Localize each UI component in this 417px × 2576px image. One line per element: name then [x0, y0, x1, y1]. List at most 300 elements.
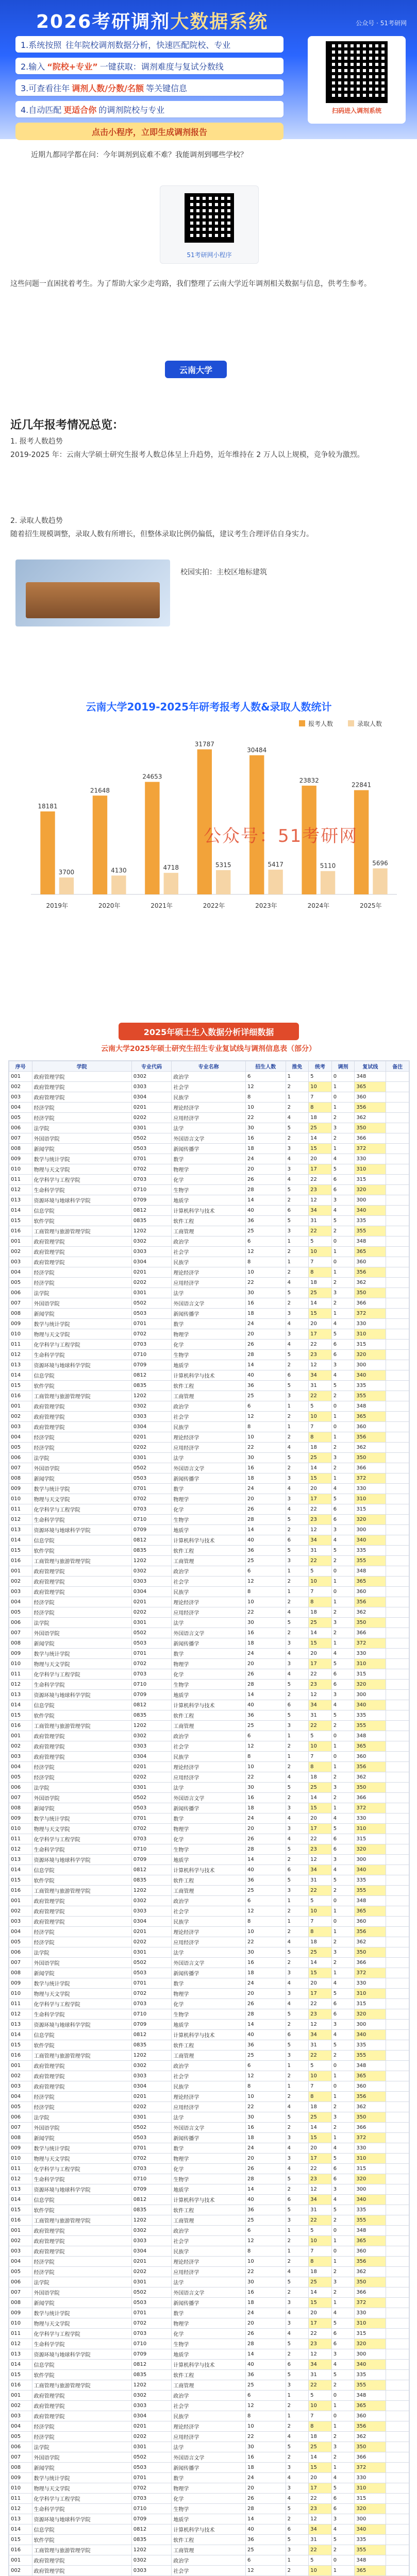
- table-cell: 数学: [172, 1319, 246, 1329]
- table-cell: 0703: [131, 1175, 172, 1185]
- table-cell: 330: [355, 1154, 386, 1164]
- table-cell: [386, 2164, 409, 2174]
- table-cell: 5: [331, 1659, 355, 1669]
- table-cell: 2: [331, 2452, 355, 2463]
- table-cell: 化学科学与工程学院: [32, 2494, 131, 2504]
- table-cell: 009: [9, 1319, 32, 1329]
- table-cell: 2: [331, 1628, 355, 1638]
- table-cell: 5: [286, 2535, 309, 2545]
- table-cell: 6: [286, 1206, 309, 1216]
- step-text: 3.可查看往年: [21, 83, 70, 93]
- table-cell: 1202: [131, 2215, 172, 2226]
- table-cell: [386, 1947, 409, 1958]
- table-header-cell: 备注: [386, 1061, 409, 1072]
- banner-cta-button[interactable]: 点击小程序，立即生成调剂报告: [15, 123, 283, 140]
- table-cell: 0304: [131, 2246, 172, 2257]
- table-cell: [386, 1412, 409, 1422]
- table-cell: 372: [355, 1144, 386, 1154]
- table-cell: 工商管理与旅游管理学院: [32, 2050, 131, 2061]
- table-cell: 16: [245, 1463, 286, 1473]
- table-cell: [386, 1216, 409, 1226]
- table-cell: 计算机科学与技术: [172, 1700, 246, 1710]
- table-cell: 0710: [131, 2009, 172, 2020]
- table-cell: 5: [286, 1618, 309, 1628]
- table-cell: 40: [245, 2360, 286, 2370]
- table-cell: 0710: [131, 1185, 172, 1195]
- table-cell: 4: [286, 1649, 309, 1659]
- table-row: [9, 1422, 409, 1432]
- table-cell: 0302: [131, 1896, 172, 1906]
- table-cell: 5: [286, 1350, 309, 1360]
- table-cell: 0709: [131, 2514, 172, 2524]
- table-row: [9, 1824, 409, 1834]
- table-cell: 生命科学学院: [32, 1515, 131, 1525]
- table-cell: 20: [245, 1329, 286, 1340]
- table-cell: 315: [355, 1504, 386, 1515]
- table-cell: 0835: [131, 1546, 172, 1556]
- table-cell: 23: [309, 1350, 332, 1360]
- table-cell: 经济学院: [32, 1762, 131, 1772]
- table-cell: 012: [9, 1350, 32, 1360]
- table-cell: 1202: [131, 1391, 172, 1401]
- table: [9, 1061, 409, 2576]
- table-cell: 新闻学院: [32, 1803, 131, 1814]
- table-cell: 计算机科学与技术: [172, 2195, 246, 2205]
- table-cell: 31: [309, 1710, 332, 1721]
- table-cell: 0: [331, 1752, 355, 1762]
- table-cell: 软件工程: [172, 1216, 246, 1226]
- table-cell: 5: [309, 2226, 332, 2236]
- table-cell: 经济学院: [32, 1927, 131, 1937]
- table-cell: 6: [331, 1844, 355, 1855]
- table-cell: 22: [309, 2545, 332, 2555]
- table-cell: 8: [309, 1432, 332, 1443]
- table-cell: 8: [245, 1752, 286, 1762]
- table-cell: 2: [286, 1577, 309, 1587]
- table-row: [9, 1607, 409, 1618]
- table-cell: 数学: [172, 1154, 246, 1164]
- table-cell: 006: [9, 1783, 32, 1793]
- table-cell: 10: [245, 1432, 286, 1443]
- bar-applicants: [93, 795, 107, 894]
- table-row: [9, 1247, 409, 1257]
- table-header-cell: 推免: [286, 1061, 309, 1072]
- table-cell: 012: [9, 1844, 32, 1855]
- table-cell: 366: [355, 1628, 386, 1638]
- table-row: [9, 1546, 409, 1556]
- table-cell: [386, 1628, 409, 1638]
- table-cell: 008: [9, 1638, 32, 1649]
- table-body: [9, 1072, 409, 2576]
- table-cell: [386, 1937, 409, 1947]
- table-cell: 6: [331, 1999, 355, 2009]
- table-cell: 002: [9, 2401, 32, 2411]
- table-cell: 24: [245, 1484, 286, 1494]
- table-row: [9, 2463, 409, 2473]
- table-row: [9, 1206, 409, 1216]
- table-cell: 356: [355, 2421, 386, 2432]
- table-cell: 3: [286, 1824, 309, 1834]
- table-cell: 0202: [131, 1607, 172, 1618]
- table-cell: 14: [309, 2287, 332, 2298]
- table-cell: 0202: [131, 1113, 172, 1123]
- table-cell: 355: [355, 1721, 386, 1731]
- table-cell: 经济学院: [32, 1267, 131, 1278]
- table-cell: [386, 2339, 409, 2349]
- photo-caption: 校园实拍：主校区地标建筑: [180, 568, 267, 577]
- table-cell: 信息学院: [32, 2195, 131, 2205]
- table-cell: 1: [331, 2236, 355, 2246]
- mini-program-qr-icon[interactable]: [185, 193, 234, 243]
- table-cell: [386, 2195, 409, 2205]
- table-cell: 330: [355, 1484, 386, 1494]
- table-cell: 016: [9, 1391, 32, 1401]
- table-cell: 3: [286, 1391, 309, 1401]
- table-cell: 理论经济学: [172, 2092, 246, 2102]
- table-cell: [386, 1700, 409, 1710]
- table-cell: 366: [355, 2123, 386, 2133]
- table-cell: 0301: [131, 1453, 172, 1463]
- table-cell: 2: [286, 1133, 309, 1144]
- table-cell: 6: [245, 1236, 286, 1247]
- table-row: [9, 2555, 409, 2566]
- table-cell: 民族学: [172, 1917, 246, 1927]
- table-cell: 012: [9, 2504, 32, 2514]
- table-cell: 15: [309, 1803, 332, 1814]
- table-cell: 2: [331, 1721, 355, 1731]
- table-cell: 0502: [131, 2123, 172, 2133]
- table-cell: 5: [286, 1381, 309, 1391]
- table-cell: 372: [355, 1968, 386, 1978]
- table-row: [9, 1401, 409, 1412]
- table-cell: 经济学院: [32, 1597, 131, 1607]
- table-cell: 0302: [131, 2555, 172, 2566]
- table-cell: 009: [9, 1154, 32, 1164]
- table-cell: 001: [9, 2061, 32, 2071]
- table-cell: 0709: [131, 1360, 172, 1370]
- table-cell: 1: [286, 1257, 309, 1267]
- table-cell: [386, 2236, 409, 2246]
- table-cell: 004: [9, 1267, 32, 1278]
- table-cell: 新闻学院: [32, 2298, 131, 2308]
- table-cell: 数学与统计学院: [32, 1978, 131, 1989]
- table-cell: 8: [245, 2411, 286, 2421]
- table-cell: 22: [309, 2380, 332, 2391]
- mini-program-card[interactable]: [160, 185, 259, 264]
- table-cell: [386, 2360, 409, 2370]
- table-cell: 008: [9, 1309, 32, 1319]
- table-cell: 物理学: [172, 1494, 246, 1504]
- table-cell: 法学: [172, 1288, 246, 1298]
- table-cell: 10: [245, 2421, 286, 2432]
- table-cell: 0201: [131, 1267, 172, 1278]
- table-cell: 生命科学学院: [32, 2504, 131, 2514]
- table-cell: 362: [355, 1278, 386, 1288]
- table-cell: 数学: [172, 1649, 246, 1659]
- table-cell: 软件工程: [172, 2040, 246, 2050]
- banner-qr-card[interactable]: [308, 36, 406, 124]
- table-row: [9, 1329, 409, 1340]
- table-cell: 7: [309, 1257, 332, 1267]
- table-cell: 330: [355, 2143, 386, 2154]
- table-cell: 006: [9, 2277, 32, 2287]
- table-cell: 社会学: [172, 2566, 246, 2576]
- table-cell: 8: [309, 1267, 332, 1278]
- table-cell: 政府管理学院: [32, 1752, 131, 1762]
- table-cell: 40: [245, 2030, 286, 2040]
- chart-title: 云南大学2019-2025年研考报考人数&录取人数统计: [86, 701, 332, 713]
- table-cell: 004: [9, 2092, 32, 2102]
- table-cell: 350: [355, 1123, 386, 1133]
- label-applicants: 30484: [247, 746, 267, 754]
- table-cell: 6: [331, 2339, 355, 2349]
- table-cell: 经济学院: [32, 1432, 131, 1443]
- table-cell: [386, 2524, 409, 2535]
- table-cell: 2: [286, 1855, 309, 1865]
- table-cell: [386, 2308, 409, 2318]
- table-cell: 0702: [131, 2483, 172, 2494]
- table-cell: 0701: [131, 2473, 172, 2483]
- table-cell: 355: [355, 2380, 386, 2391]
- table-cell: 315: [355, 1834, 386, 1844]
- table-cell: 15: [309, 1309, 332, 1319]
- table-cell: 2: [331, 1226, 355, 1236]
- table-cell: 5: [286, 2040, 309, 2050]
- table-cell: 经济学院: [32, 2257, 131, 2267]
- table-cell: 14: [245, 2184, 286, 2195]
- table-cell: 外国语言文学: [172, 2123, 246, 2133]
- table-cell: [386, 2483, 409, 2494]
- table-cell: 经济学院: [32, 1772, 131, 1783]
- table-cell: 新闻传播学: [172, 2133, 246, 2143]
- table-row: [9, 2452, 409, 2463]
- table-cell: 0702: [131, 1989, 172, 1999]
- table-cell: 24: [245, 2473, 286, 2483]
- table-cell: 36: [245, 2535, 286, 2545]
- table-cell: [386, 2421, 409, 2432]
- table-cell: 化学: [172, 2329, 246, 2339]
- table-row: [9, 2154, 409, 2164]
- table-cell: 002: [9, 1741, 32, 1752]
- table-cell: [386, 1741, 409, 1752]
- table-cell: 生命科学学院: [32, 1185, 131, 1195]
- table-cell: 360: [355, 1917, 386, 1927]
- table-cell: 计算机科学与技术: [172, 1370, 246, 1381]
- table-cell: 348: [355, 1236, 386, 1247]
- table-cell: 民族学: [172, 2411, 246, 2421]
- table-cell: 1: [286, 1896, 309, 1906]
- table-cell: 8: [309, 1927, 332, 1937]
- table-cell: 0303: [131, 2401, 172, 2411]
- table-row: [9, 1597, 409, 1607]
- table-cell: [386, 2184, 409, 2195]
- table-row: [9, 2504, 409, 2514]
- table-cell: 22: [245, 2102, 286, 2112]
- table-cell: 6: [331, 2504, 355, 2514]
- table-row: [9, 1875, 409, 1886]
- table-cell: 0202: [131, 1937, 172, 1947]
- table-cell: 18: [309, 1443, 332, 1453]
- table-row: [9, 1628, 409, 1638]
- table-cell: 40: [245, 1700, 286, 1710]
- table-cell: 1: [331, 1473, 355, 1484]
- table-cell: 14: [309, 1298, 332, 1309]
- table-cell: 3: [331, 1525, 355, 1535]
- table-row: [9, 2092, 409, 2102]
- table-cell: [386, 1195, 409, 1206]
- table-cell: 016: [9, 2545, 32, 2555]
- table-cell: 40: [245, 1535, 286, 1546]
- table-cell: 25: [245, 2050, 286, 2061]
- table-cell: 18: [245, 1309, 286, 1319]
- table-cell: 20: [245, 1659, 286, 1669]
- step-highlight: 更适合你: [63, 105, 97, 115]
- banner-steps: [15, 36, 283, 140]
- table-cell: 地质学: [172, 2020, 246, 2030]
- table-cell: [386, 1546, 409, 1556]
- table-cell: 3: [286, 2215, 309, 2226]
- table-cell: 355: [355, 2545, 386, 2555]
- qr-code-icon[interactable]: [326, 41, 388, 103]
- table-row: [9, 2061, 409, 2071]
- table-cell: 34: [309, 1535, 332, 1546]
- table-cell: 348: [355, 2555, 386, 2566]
- table-cell: 3: [286, 1226, 309, 1236]
- table-cell: 22: [309, 1669, 332, 1680]
- table-cell: 0503: [131, 1803, 172, 1814]
- table-cell: 5: [286, 1680, 309, 1690]
- x-tick-label: 2022年: [203, 902, 225, 909]
- table-cell: 物理学: [172, 2483, 246, 2494]
- table-cell: 23: [309, 2009, 332, 2020]
- table-cell: 6: [331, 1504, 355, 1515]
- table-row: [9, 1690, 409, 1700]
- table-cell: 地质学: [172, 1525, 246, 1535]
- table-cell: [386, 1453, 409, 1463]
- table-cell: 20: [245, 1164, 286, 1175]
- table-cell: 362: [355, 2267, 386, 2277]
- table-cell: 0: [331, 1092, 355, 1103]
- table-row: [9, 1154, 409, 1164]
- step-text: 的调剂院校与专业: [98, 105, 165, 115]
- table-cell: 2: [286, 2452, 309, 2463]
- table-cell: [386, 1226, 409, 1236]
- table-row: [9, 1886, 409, 1896]
- table-cell: 16: [245, 2123, 286, 2133]
- table-cell: 工商管理与旅游管理学院: [32, 2545, 131, 2555]
- table-cell: 25: [245, 1391, 286, 1401]
- table-cell: [386, 1401, 409, 1412]
- table-cell: 008: [9, 2463, 32, 2473]
- table-row: [9, 1072, 409, 1082]
- table-cell: 360: [355, 2081, 386, 2092]
- table-cell: 政府管理学院: [32, 2061, 131, 2071]
- table-cell: 10: [309, 1082, 332, 1092]
- table-cell: 0709: [131, 2184, 172, 2195]
- table-cell: 应用经济学: [172, 1278, 246, 1288]
- table-cell: 003: [9, 1422, 32, 1432]
- table-cell: 10: [309, 2566, 332, 2576]
- table-row: [9, 1350, 409, 1360]
- table-cell: 政府管理学院: [32, 1917, 131, 1927]
- table-row: [9, 1267, 409, 1278]
- table-cell: [386, 1834, 409, 1844]
- step-text: 等关键信息: [145, 83, 187, 93]
- table-cell: 0710: [131, 1350, 172, 1360]
- table-cell: 005: [9, 1937, 32, 1947]
- table-cell: 新闻传播学: [172, 1473, 246, 1484]
- table-cell: 2: [331, 1443, 355, 1453]
- table-cell: 6: [245, 1072, 286, 1082]
- table-cell: 0: [331, 1917, 355, 1927]
- table-cell: 14: [309, 2452, 332, 2463]
- table-cell: 10: [309, 1741, 332, 1752]
- section-p3: 2. 录取人数趋势: [10, 517, 63, 525]
- table-cell: 330: [355, 1649, 386, 1659]
- table-cell: [386, 1597, 409, 1607]
- table-row: [9, 2112, 409, 2123]
- table-cell: 005: [9, 1278, 32, 1288]
- table-cell: 1: [331, 1638, 355, 1649]
- table-cell: 0502: [131, 1793, 172, 1803]
- table-cell: 001: [9, 1896, 32, 1906]
- table-cell: 生命科学学院: [32, 2339, 131, 2349]
- table-cell: 0301: [131, 1783, 172, 1793]
- x-tick-label: 2020年: [98, 902, 121, 909]
- table-cell: 0812: [131, 1865, 172, 1875]
- table-cell: 16: [245, 2287, 286, 2298]
- table-cell: 1: [331, 1144, 355, 1154]
- table-cell: 22: [309, 1834, 332, 1844]
- table-cell: 300: [355, 2184, 386, 2195]
- table-cell: 信息学院: [32, 1700, 131, 1710]
- table-cell: 10: [309, 1412, 332, 1422]
- table-row: [9, 1638, 409, 1649]
- table-cell: 法学院: [32, 1288, 131, 1298]
- table-cell: 2: [286, 1741, 309, 1752]
- table-cell: 011: [9, 2164, 32, 2174]
- table-cell: 015: [9, 2535, 32, 2545]
- chart: [10, 699, 407, 925]
- table-cell: 340: [355, 2030, 386, 2040]
- table-cell: 4: [286, 1772, 309, 1783]
- table-cell: 0302: [131, 2391, 172, 2401]
- table-cell: 0302: [131, 1731, 172, 1741]
- table-cell: 理论经济学: [172, 1267, 246, 1278]
- table-cell: [386, 1587, 409, 1597]
- table-cell: 013: [9, 2020, 32, 2030]
- table-row: [9, 2050, 409, 2061]
- table-cell: 8: [245, 1422, 286, 1432]
- table-cell: 2: [331, 1391, 355, 1401]
- table-cell: 30: [245, 1947, 286, 1958]
- table-cell: 355: [355, 2215, 386, 2226]
- table-cell: 物理与天文学院: [32, 1329, 131, 1340]
- table-cell: 7: [309, 1917, 332, 1927]
- table-cell: 0701: [131, 2308, 172, 2318]
- label-admitted: 4718: [163, 864, 179, 872]
- table-row: [9, 1144, 409, 1154]
- table-cell: 资源环境与地球科学学院: [32, 2020, 131, 2030]
- table-cell: 民族学: [172, 1092, 246, 1103]
- table-cell: 340: [355, 1206, 386, 1216]
- table-cell: 28: [245, 1680, 286, 1690]
- table-cell: 15: [309, 1144, 332, 1154]
- table-row: [9, 2267, 409, 2277]
- table-cell: 软件学院: [32, 2205, 131, 2215]
- table-cell: 007: [9, 1463, 32, 1473]
- table-cell: 工商管理: [172, 2050, 246, 2061]
